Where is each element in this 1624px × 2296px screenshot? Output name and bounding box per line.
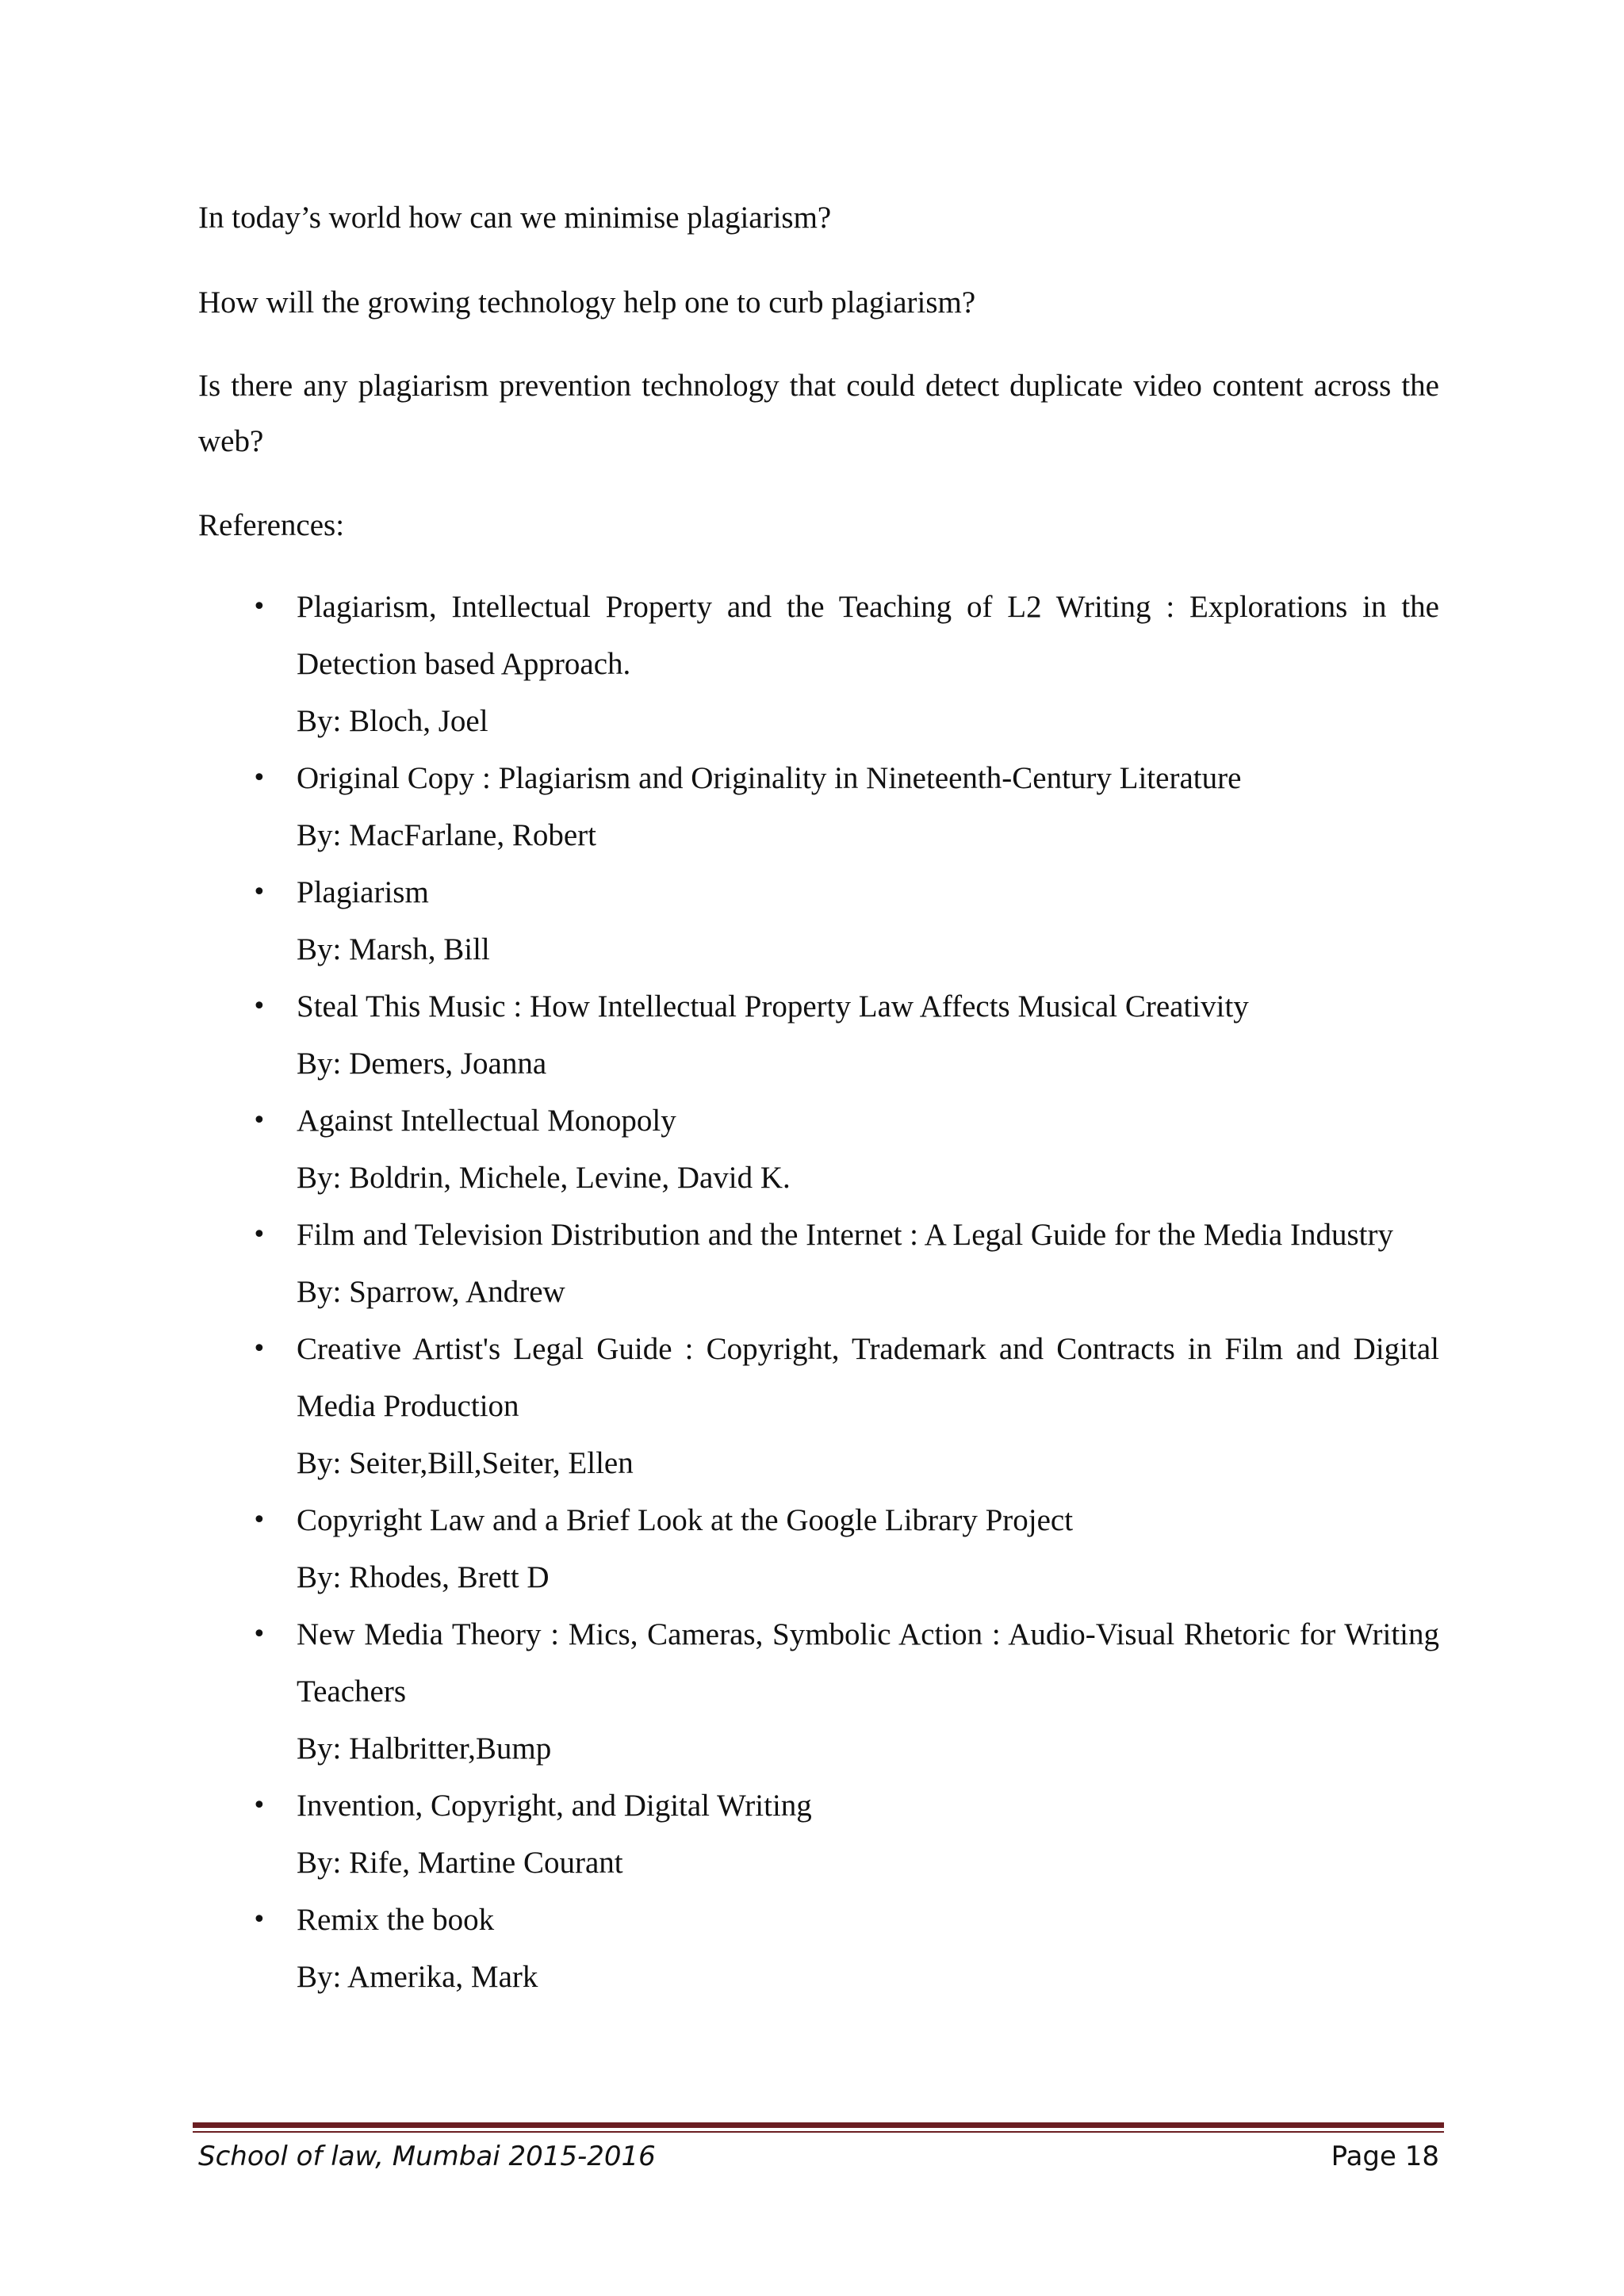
bullet-icon: • — [252, 1906, 266, 1934]
reference-author: By: Sparrow, Andrew — [297, 1275, 565, 1309]
reference-author: By: Seiter,Bill,Seiter, Ellen — [297, 1446, 634, 1480]
reference-item — [198, 1093, 1439, 1207]
reference-title: Creative Artist's Legal Guide : Copyright, Trademark and Contracts in Film and Digital Media Production — [297, 1332, 1439, 1423]
bullet-icon: • — [252, 593, 266, 621]
references-heading: References: — [198, 508, 345, 542]
reference-title: Original Copy : Plagiarism and Originality in Nineteenth-Century Literature — [297, 761, 1242, 795]
reference-author: By: Rhodes, Brett D — [297, 1560, 550, 1594]
bullet-icon: • — [252, 1621, 266, 1648]
bullet-icon: • — [252, 993, 266, 1020]
question-1: In today’s world how can we minimise plagiarism? — [198, 201, 832, 235]
bullet-icon: • — [252, 878, 266, 906]
reference-author: By: Demers, Joanna — [297, 1047, 547, 1081]
reference-author: By: Halbritter,Bump — [297, 1732, 552, 1766]
footer-divider — [193, 2122, 1444, 2128]
reference-author: By: Amerika, Mark — [297, 1960, 538, 1994]
bullet-icon: • — [252, 764, 266, 792]
footer-school-label: School of law, Mumbai 2015-2016 — [198, 2141, 656, 2172]
reference-item — [198, 579, 1439, 750]
bullet-icon: • — [252, 1221, 266, 1249]
reference-item — [198, 1492, 1439, 1606]
bullet-icon: • — [252, 1792, 266, 1820]
reference-title: Copyright Law and a Brief Look at the Google Library Project — [297, 1503, 1074, 1537]
references-list — [198, 579, 1439, 2006]
reference-title: Plagiarism — [297, 875, 429, 909]
bullet-icon: • — [252, 1335, 266, 1363]
reference-author: By: Boldrin, Michele, Levine, David K. — [297, 1161, 791, 1195]
reference-title: Against Intellectual Monopoly — [297, 1104, 676, 1138]
reference-item — [198, 750, 1439, 864]
reference-item — [198, 1892, 1439, 2006]
reference-title: Plagiarism, Intellectual Property and the Teaching of L2 Writing : Explorations in the Detection based Approach. — [297, 590, 1439, 681]
reference-author: By: Bloch, Joel — [297, 704, 488, 738]
bullet-icon: • — [252, 1506, 266, 1534]
bullet-icon: • — [252, 1107, 266, 1135]
reference-author: By: Rife, Martine Courant — [297, 1846, 623, 1880]
question-2: How will the growing technology help one to curb plagiarism? — [198, 285, 976, 320]
reference-item — [198, 1606, 1439, 1777]
page-number: Page 18 — [1331, 2141, 1439, 2172]
reference-item — [198, 1777, 1439, 1892]
reference-item — [198, 864, 1439, 978]
reference-title: Steal This Music : How Intellectual Property Law Affects Musical Creativity — [297, 989, 1249, 1024]
question-3: Is there any plagiarism prevention technology that could detect duplicate video content across the web? — [198, 369, 1439, 458]
reference-title: New Media Theory : Mics, Cameras, Symbolic Action : Audio-Visual Rhetoric for Writing Teachers — [297, 1617, 1439, 1709]
reference-author: By: MacFarlane, Robert — [297, 818, 596, 852]
reference-item — [198, 978, 1439, 1093]
footer-divider-thin — [193, 2131, 1444, 2133]
reference-item — [198, 1321, 1439, 1492]
reference-title: Film and Television Distribution and the Internet : A Legal Guide for the Media Industry — [297, 1218, 1393, 1252]
reference-title: Remix the book — [297, 1903, 495, 1937]
reference-item — [198, 1207, 1439, 1321]
reference-title: Invention, Copyright, and Digital Writing — [297, 1789, 812, 1823]
reference-author: By: Marsh, Bill — [297, 932, 490, 966]
